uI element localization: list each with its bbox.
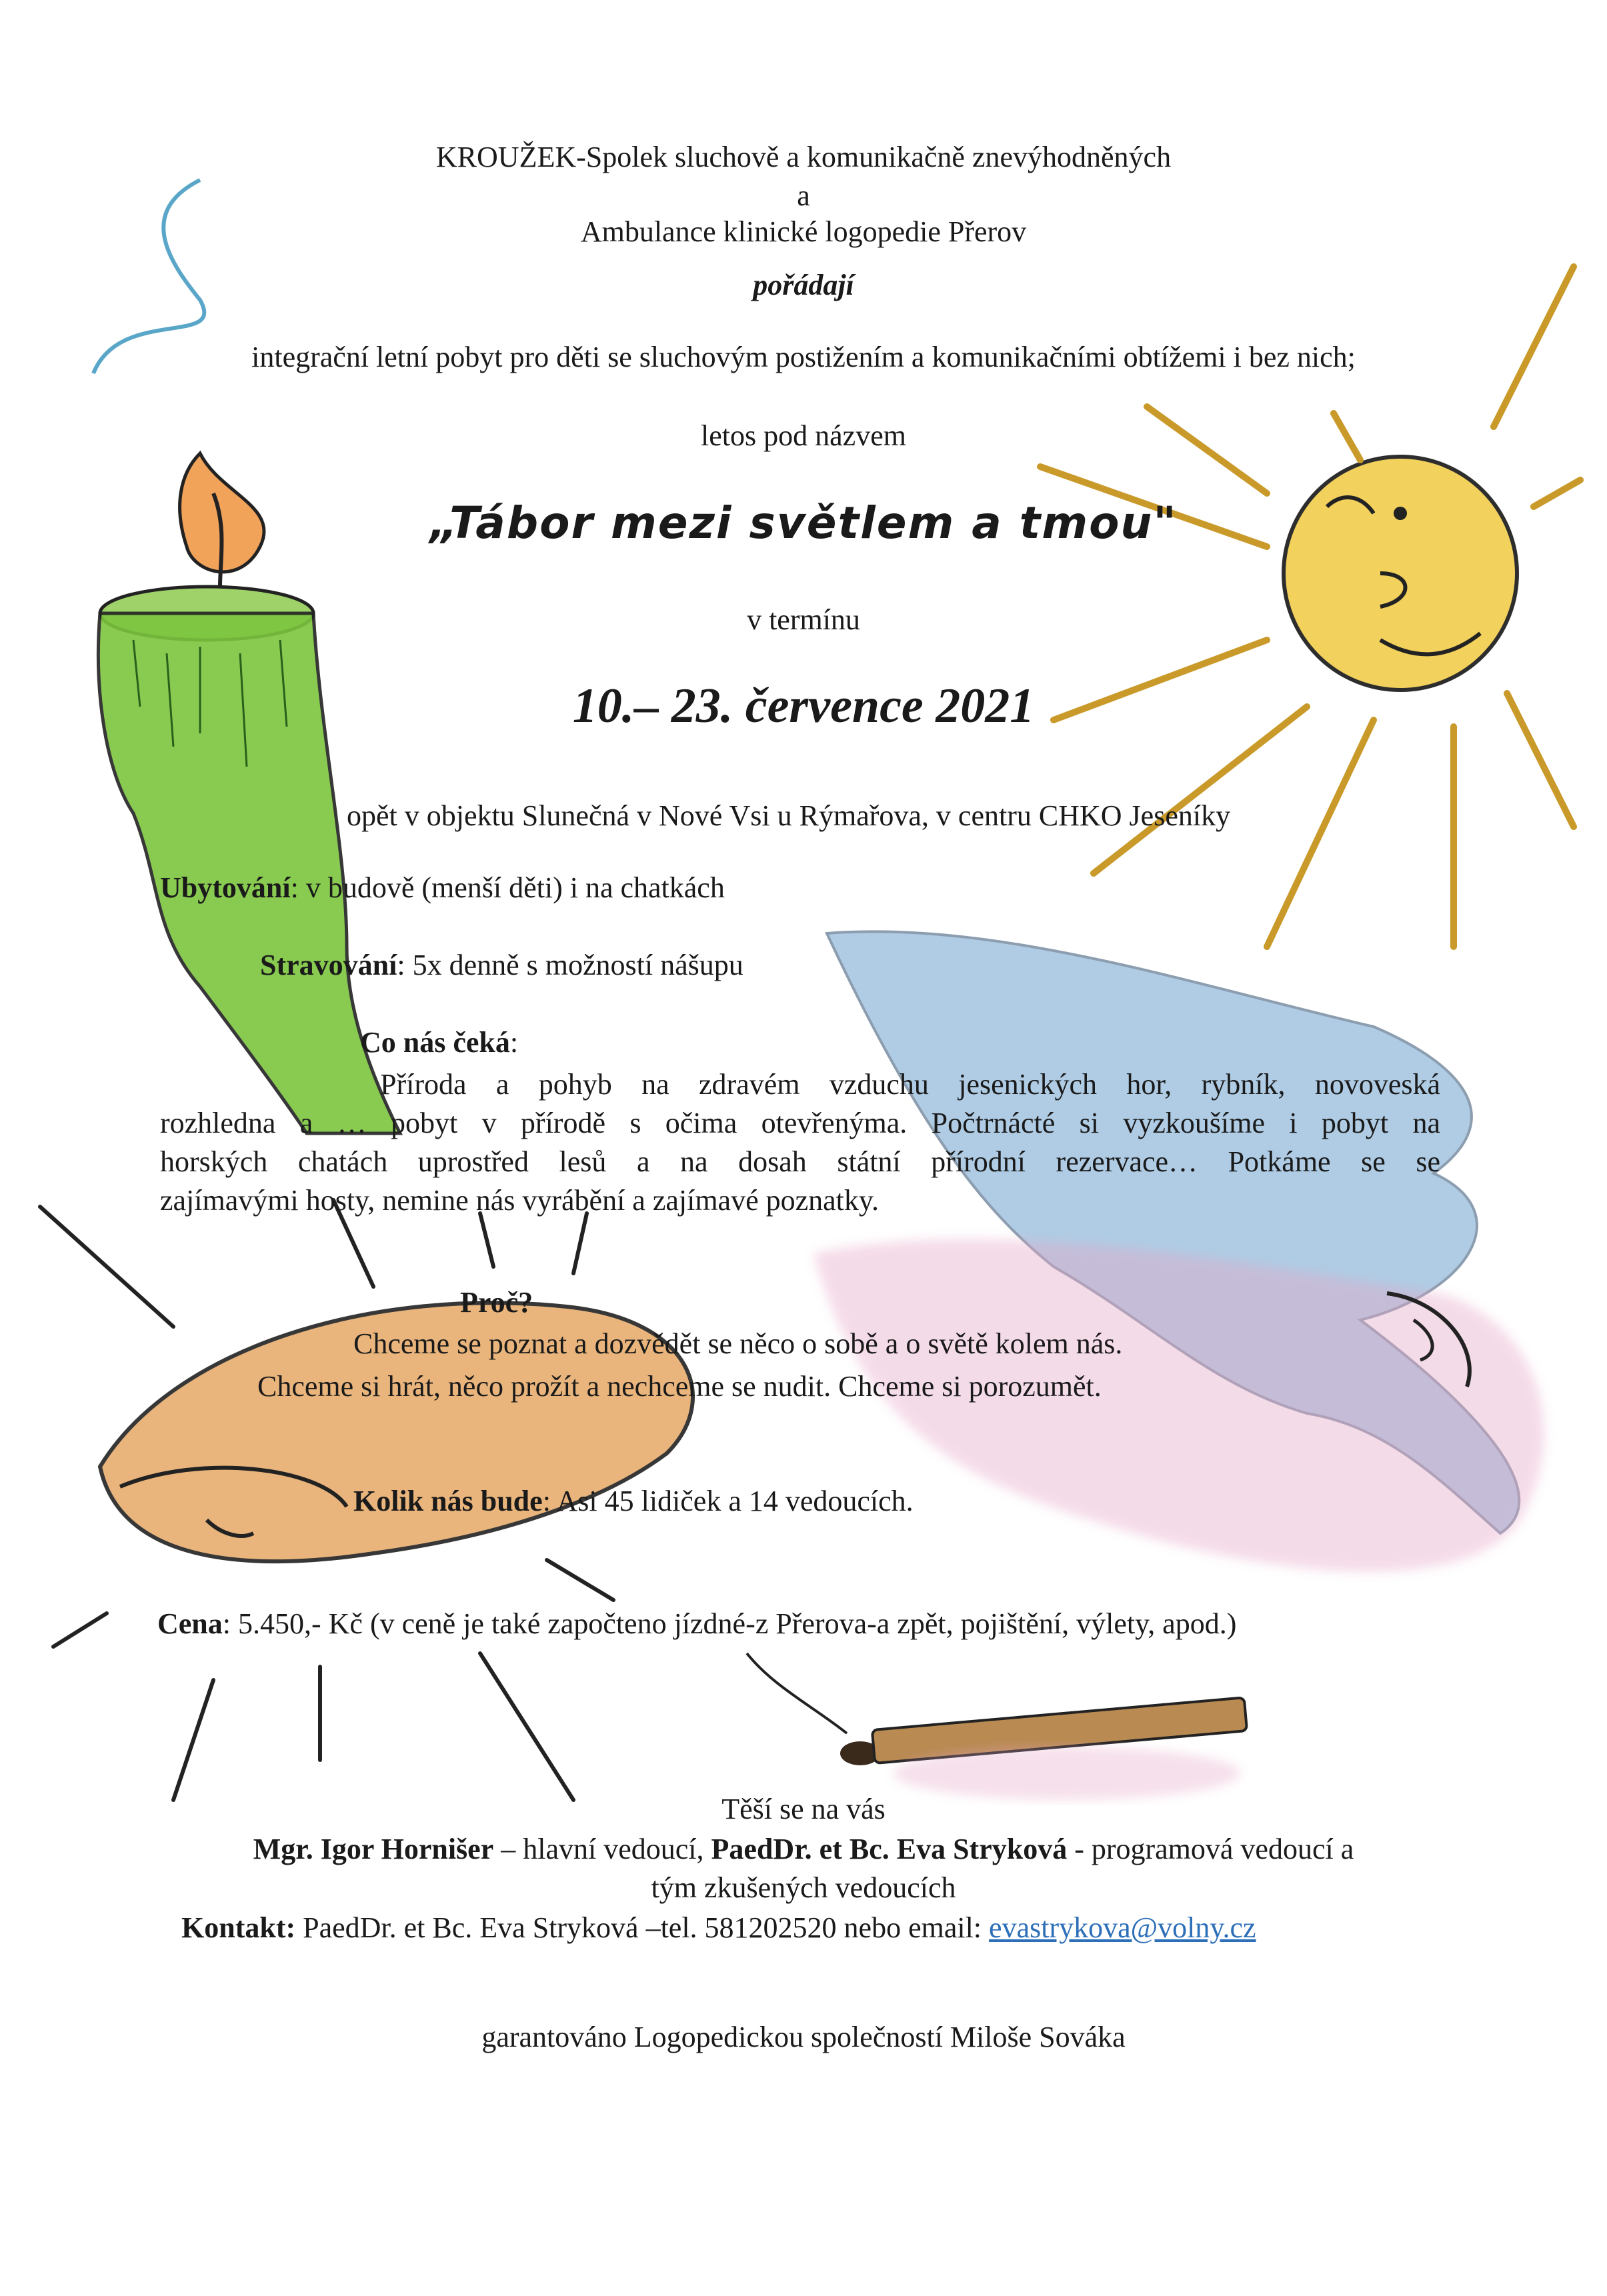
guarantee-line: garantováno Logopedickou společností Miloše Sováka [481,2021,1126,2053]
leader-name: Mgr. Igor Hornišer [253,1833,494,1865]
term-label: v termínu [747,603,860,636]
meals-label: Stravování [260,949,397,981]
paragraph-line: rozhledna a … pobyt v přírodě s očima otevřenýma. Počtrnácté si vyzkoušíme i pobyt na [160,1107,1440,1139]
camp-title: „Tábor mezi světlem a tmou" [429,497,1178,549]
meals-line [260,948,743,983]
candle-illustration [93,180,400,1133]
count-line [353,1484,914,1519]
what-awaits-label: Co nás čeká [360,1026,510,1059]
accommodation-label: Ubytování [160,871,291,904]
match-illustration [747,1653,1247,1800]
contact-text: PaedDr. et Bc. Eva Stryková –tel. 581202520 nebo email: [295,1911,990,1944]
camp-date: 10.– 23. července 2021 [572,679,1035,733]
organize-verb: pořádají [753,269,854,301]
accommodation-text: : v budově (menší děti) i na chatkách [290,871,725,904]
email-link[interactable]: evastrykova@volny.cz [989,1911,1256,1944]
program-leader-name: PaedDr. et Bc. Eva Stryková [711,1833,1068,1865]
what-awaits-line [360,1025,518,1061]
name-lead: letos pod názvem [701,419,906,452]
why-line-2: Chceme si hrát, něco prožít a nechceme se nudit. Chceme si porozumět. [257,1370,1102,1403]
team-line: tým zkušených vedoucích [651,1871,956,1904]
paragraph-line: zajímavými hosty, nemine nás vyrábění a zajímavé poznatky. [160,1184,880,1217]
intro-line: integrační letní pobyt pro děti se sluchovým postižením a komunikačními obtížemi i bez nich; [251,341,1356,373]
accommodation-line [160,871,725,906]
contact-line [181,1911,1256,1946]
organizer-2: Ambulance klinické logopedie Přerov [580,215,1027,248]
leader-role: – hlavní vedoucí, [493,1833,711,1865]
leaders-line [0,1832,1607,1867]
program-leader-role: - programová vedoucí a [1067,1833,1354,1865]
organizer-1: KROUŽEK-Spolek sluchově a komunikačně znevýhodněných [435,141,1172,173]
moon-cloud-illustration [814,931,1544,1571]
paragraph-line: Příroda a pohyb na zdravém vzduchu jesenických hor, rybník, novoveská [380,1068,1440,1101]
organizer-and: a [797,179,810,212]
count-label: Kolik nás bude [353,1485,543,1517]
camp-location: opět v objektu Slunečná v Nové Vsi u Rýmařova, v centru CHKO Jeseníky [347,799,1231,832]
price-line [157,1607,1236,1642]
price-text: : 5.450,- Kč (v ceně je také započteno jízdné-z Přerova-a zpět, pojištění, výlety, apod.) [222,1607,1237,1640]
what-awaits-colon: : [509,1026,519,1059]
why-label: Proč? [460,1286,533,1319]
meals-text: : 5x denně s možností nášupu [397,949,743,981]
what-awaits-paragraph [160,1065,1440,1220]
contact-label: Kontakt: [181,1911,296,1944]
price-label: Cena [157,1607,223,1640]
why-line-1: Chceme se poznat a dozvědět se něco o sobě a o světě kolem nás. [353,1327,1123,1360]
greeting: Těší se na vás [721,1793,886,1825]
count-text: : Asi 45 lidiček a 14 vedoucích. [542,1485,914,1517]
paragraph-line: horských chatách uprostřed lesů a na dosah státní přírodní rezervace… Potkáme se se [160,1145,1440,1178]
